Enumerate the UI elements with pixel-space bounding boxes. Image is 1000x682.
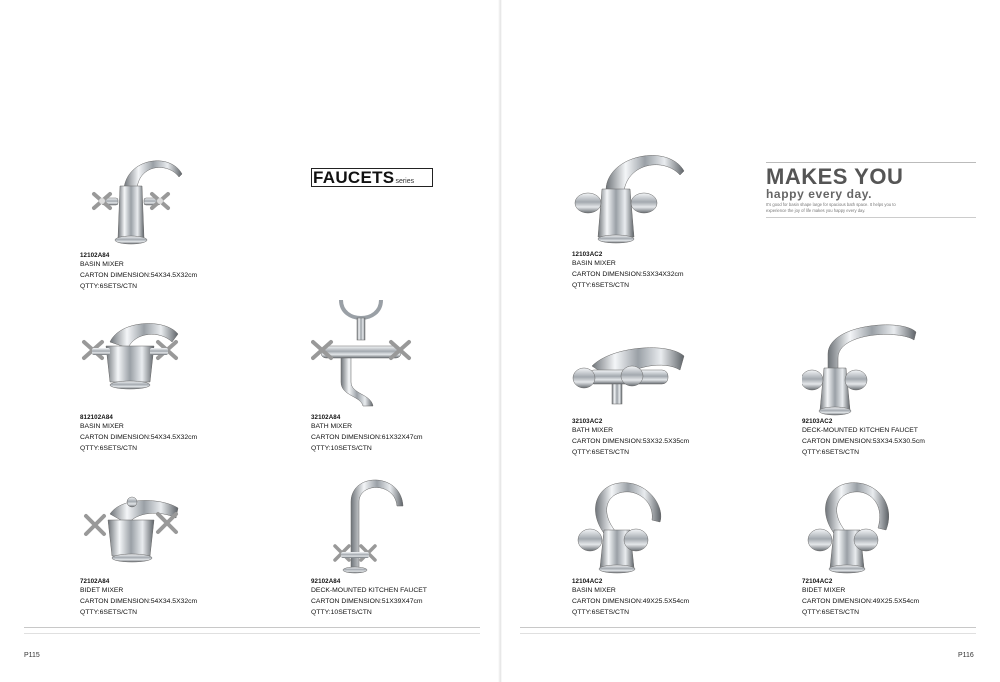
title-sub: series	[395, 178, 415, 185]
product-type: BASIN MIXER	[572, 587, 616, 594]
slogan-rule-top	[766, 162, 976, 163]
quantity: QTTY:6SETS/CTN	[572, 449, 630, 456]
product-72102A84	[80, 484, 280, 618]
slogan-block	[766, 162, 976, 218]
product-92103AC2	[802, 318, 1000, 458]
left-page-rule	[24, 627, 480, 628]
carton-dimension: CARTON DIMENSION:53X32.5X35cm	[572, 438, 690, 445]
right-page-rule-2	[520, 633, 976, 634]
bath-mixer-icon	[311, 296, 421, 412]
product-12104AC2	[572, 476, 772, 618]
product-12102A84	[80, 150, 280, 292]
product-code: 812102A84	[80, 414, 113, 421]
carton-dimension: CARTON DIMENSION:53X34X32cm	[572, 271, 684, 278]
basin-mixer-round-handles-icon	[572, 145, 692, 249]
quantity: QTTY:6SETS/CTN	[802, 449, 860, 456]
product-type: BASIN MIXER	[80, 423, 124, 430]
bidet-mixer-icon	[80, 484, 190, 576]
product-type: BIDET MIXER	[80, 587, 124, 594]
quantity: QTTY:6SETS/CTN	[80, 283, 138, 290]
page-number-right: P116	[958, 652, 974, 659]
product-type: BATH MIXER	[311, 423, 353, 430]
quantity: QTTY:6SETS/CTN	[80, 609, 138, 616]
quantity: QTTY:6SETS/CTN	[80, 445, 138, 452]
product-code: 32102A84	[311, 414, 341, 421]
product-type: DECK-MOUNTED KITCHEN FAUCET	[802, 427, 918, 434]
quantity: QTTY:10SETS/CTN	[311, 609, 372, 616]
basin-mixer-loop-spout-icon	[572, 476, 692, 576]
product-code: 12104AC2	[572, 578, 603, 585]
quantity: QTTY:6SETS/CTN	[572, 282, 630, 289]
product-code: 92103AC2	[802, 418, 833, 425]
carton-dimension: CARTON DIMENSION:54X34.5X32cm	[80, 598, 198, 605]
quantity: QTTY:6SETS/CTN	[802, 609, 860, 616]
product-code: 12102A84	[80, 252, 110, 259]
product-type: DECK-MOUNTED KITCHEN FAUCET	[311, 587, 427, 594]
right-page-rule	[520, 627, 976, 628]
product-type: BASIN MIXER	[80, 261, 124, 268]
slogan-text: It's good for basin shape large for spacious bath space. It helps you to experience the joy of life makes you happy every day.	[766, 202, 896, 213]
product-812102A84	[80, 312, 280, 454]
carton-dimension: CARTON DIMENSION:61X32X47cm	[311, 434, 423, 441]
product-92102A84	[311, 472, 511, 618]
carton-dimension: CARTON DIMENSION:49X25.5X54cm	[572, 598, 690, 605]
product-code: 72104AC2	[802, 578, 833, 585]
faucets-series-title	[311, 168, 433, 187]
kitchen-faucet-icon	[802, 318, 922, 416]
product-type: BIDET MIXER	[802, 587, 846, 594]
product-type: BATH MIXER	[572, 427, 614, 434]
product-code: 32103AC2	[572, 418, 603, 425]
quantity: QTTY:10SETS/CTN	[311, 445, 372, 452]
page-number-left: P115	[24, 652, 40, 659]
slogan-title: MAKES YOU	[766, 164, 904, 189]
carton-dimension: CARTON DIMENSION:51X39X47cm	[311, 598, 423, 605]
title-main: FAUCETS	[313, 168, 395, 187]
product-type: BASIN MIXER	[572, 260, 616, 267]
product-32102A84	[311, 296, 511, 454]
carton-dimension: CARTON DIMENSION:53X34.5X30.5cm	[802, 438, 925, 445]
bath-mixer-icon	[572, 336, 692, 416]
basin-mixer-cross-handles-icon	[80, 312, 190, 412]
product-32103AC2	[572, 336, 772, 458]
bidet-mixer-loop-spout-icon	[802, 476, 922, 576]
carton-dimension: CARTON DIMENSION:49X25.5X54cm	[802, 598, 920, 605]
product-72104AC2	[802, 476, 1000, 618]
product-code: 12103AC2	[572, 251, 603, 258]
carton-dimension: CARTON DIMENSION:54X34.5X32cm	[80, 272, 198, 279]
product-12103AC2	[572, 145, 772, 291]
slogan-rule-bottom	[766, 217, 976, 218]
basin-mixer-cross-handles-icon	[80, 150, 190, 250]
carton-dimension: CARTON DIMENSION:54X34.5X32cm	[80, 434, 198, 441]
left-page-rule-2	[24, 633, 480, 634]
product-code: 92102A84	[311, 578, 341, 585]
kitchen-faucet-icon	[311, 472, 421, 576]
product-code: 72102A84	[80, 578, 110, 585]
slogan-subtitle: happy every day.	[766, 187, 873, 201]
quantity: QTTY:6SETS/CTN	[572, 609, 630, 616]
